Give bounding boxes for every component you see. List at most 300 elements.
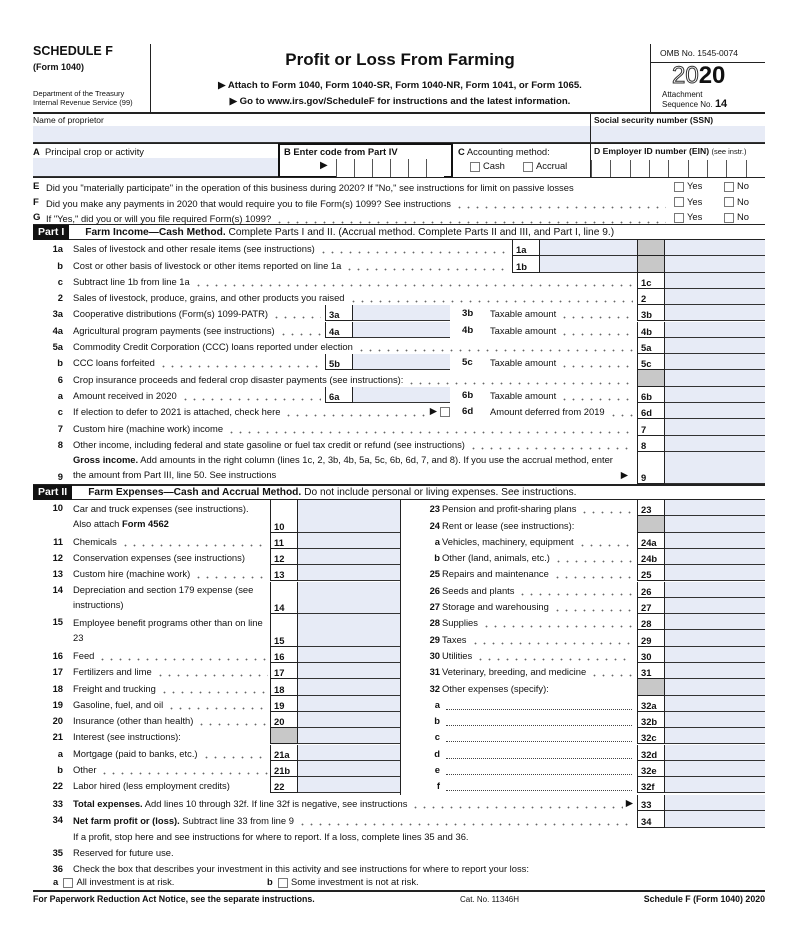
sub-line-label: Taxable amount bbox=[490, 389, 557, 401]
dot-leader bbox=[227, 425, 633, 434]
arrow-icon: ▶ bbox=[620, 469, 628, 481]
dot-leader bbox=[319, 245, 508, 254]
ein-digit-cell[interactable] bbox=[688, 160, 707, 177]
principal-crop-input[interactable] bbox=[33, 158, 278, 177]
amount-input-31[interactable] bbox=[665, 663, 765, 679]
field-d-text: D Employer ID number (EIN) bbox=[594, 146, 710, 156]
line-number: 12 bbox=[52, 552, 63, 564]
part2-line-34 bbox=[33, 811, 765, 827]
amount-input-32f[interactable] bbox=[665, 777, 765, 793]
ein-digit-cell[interactable] bbox=[649, 160, 668, 177]
amount-input-30[interactable] bbox=[665, 647, 765, 663]
code-digit-cell[interactable] bbox=[426, 159, 444, 177]
attachment-label: Attachment bbox=[662, 90, 703, 99]
total-box-label: 34 bbox=[637, 811, 665, 827]
line-text bbox=[442, 614, 632, 628]
amount-input-33[interactable] bbox=[665, 795, 765, 811]
yes-checkbox[interactable] bbox=[674, 197, 684, 207]
line-number: 21 bbox=[52, 731, 63, 743]
right-box-label bbox=[637, 240, 665, 256]
line-description: Storage and warehousing bbox=[442, 601, 549, 613]
dot-leader bbox=[357, 343, 633, 352]
sub-box-label: 5b bbox=[325, 354, 353, 370]
line-text bbox=[73, 828, 763, 842]
right-box-label: 6d bbox=[637, 403, 665, 419]
dot-leader bbox=[560, 327, 633, 336]
right-box-label: 2 bbox=[637, 289, 665, 305]
part2-line-24a bbox=[33, 533, 765, 549]
right-box-label: 4b bbox=[637, 322, 665, 338]
dot-leader bbox=[407, 376, 633, 385]
expense-box-label: 32d bbox=[637, 745, 665, 761]
expense-box-label: 10 bbox=[270, 500, 298, 533]
line-text bbox=[442, 712, 632, 726]
code-digit-cell[interactable] bbox=[354, 159, 372, 177]
dot-leader bbox=[553, 570, 632, 579]
amount-input-8[interactable] bbox=[665, 436, 765, 452]
line-number: 34 bbox=[52, 814, 63, 826]
part1-line-5a bbox=[33, 338, 765, 354]
amount-input-4a[interactable] bbox=[353, 322, 450, 338]
option-a[interactable] bbox=[53, 876, 174, 888]
expense-box-label: 17 bbox=[270, 663, 298, 679]
line-description: If election to defer to 2021 is attached, check here bbox=[73, 406, 281, 418]
expense-box-label: 32b bbox=[637, 712, 665, 728]
line-number: 32 bbox=[429, 682, 440, 694]
line-text bbox=[73, 387, 321, 401]
line-description: Repairs and maintenance bbox=[442, 568, 549, 580]
inner-box-label: 1b bbox=[512, 256, 540, 272]
part2-line-25 bbox=[33, 565, 765, 581]
line-number: 20 bbox=[52, 715, 63, 727]
line-text bbox=[442, 516, 632, 530]
line-label bbox=[442, 650, 472, 661]
field-b-label: B Enter code from Part IV bbox=[284, 146, 398, 157]
catalog-number: Cat. No. 11346H bbox=[460, 895, 519, 904]
line-number: 13 bbox=[52, 568, 63, 580]
line-text bbox=[442, 777, 632, 791]
dept-label: Department of the Treasury bbox=[33, 89, 125, 98]
sub-line-number: 5c bbox=[462, 357, 473, 369]
accrual-option[interactable] bbox=[523, 160, 567, 172]
line-number: 24 bbox=[429, 519, 440, 531]
dot-leader bbox=[284, 408, 426, 417]
ein-digit-cell[interactable] bbox=[668, 160, 687, 177]
right-box-label: 6b bbox=[637, 387, 665, 403]
year-bold: 20 bbox=[698, 62, 726, 89]
amount-input-3a[interactable] bbox=[353, 305, 450, 321]
yes-checkbox[interactable] bbox=[674, 182, 684, 192]
line-label bbox=[442, 503, 576, 514]
line-text bbox=[73, 273, 633, 287]
activity-code-box bbox=[278, 143, 453, 178]
yes-checkbox[interactable] bbox=[674, 213, 684, 223]
no-label: No bbox=[737, 195, 749, 207]
part2-line-32a bbox=[33, 696, 765, 712]
right-box-label bbox=[637, 370, 665, 386]
part1-line-b bbox=[33, 256, 765, 272]
line-number: c bbox=[57, 275, 63, 287]
line-description: Sales of livestock, produce, grains, and other products you raised bbox=[73, 292, 345, 304]
ein-digit-cell[interactable] bbox=[746, 160, 765, 177]
dot-leader bbox=[181, 392, 321, 401]
amount-input[interactable] bbox=[665, 679, 765, 695]
code-digit-cell[interactable] bbox=[390, 159, 408, 177]
expense-box-label bbox=[637, 516, 665, 532]
part2-title: Farm Expenses—Cash and Accrual Method. bbox=[88, 487, 302, 498]
line-description: Veterinary, breeding, and medicine bbox=[442, 666, 587, 678]
defer-election-checkbox[interactable] bbox=[440, 407, 450, 417]
line-text bbox=[73, 811, 633, 825]
dot-leader bbox=[578, 538, 632, 547]
schedule-label: SCHEDULE F bbox=[33, 44, 113, 58]
line-description: Crop insurance proceeds and federal crop disaster payments (see instructions): bbox=[73, 373, 404, 385]
no-option[interactable] bbox=[724, 180, 749, 192]
ein-digit-cell[interactable] bbox=[707, 160, 726, 177]
line-number: 7 bbox=[57, 422, 63, 434]
line-text bbox=[442, 647, 632, 661]
line-description: Commodity Credit Corporation (CCC) loans reported under election bbox=[73, 341, 353, 353]
line-label bbox=[73, 406, 280, 417]
line-number: e bbox=[434, 764, 440, 776]
part2-line-28 bbox=[33, 614, 765, 630]
expense-box-label: 13 bbox=[270, 565, 298, 581]
line-text bbox=[442, 582, 632, 596]
line-label bbox=[73, 308, 268, 319]
no-checkbox[interactable] bbox=[724, 213, 734, 223]
dot-leader bbox=[518, 587, 632, 596]
line-description: Utilities bbox=[442, 649, 473, 661]
line-number: b bbox=[57, 259, 63, 271]
all-at-risk-checkbox[interactable] bbox=[63, 878, 73, 888]
goto-instruction: ▶ Go to www.irs.gov/ScheduleF for instructions and the latest information. bbox=[229, 96, 571, 107]
expense-box-label: 28 bbox=[637, 614, 665, 630]
line-bold-label: Gross income. bbox=[73, 454, 139, 466]
code-digit-cell[interactable] bbox=[336, 159, 354, 177]
amount-input-1b[interactable] bbox=[540, 256, 640, 272]
dot-leader bbox=[469, 441, 633, 450]
some-not-at-risk-checkbox[interactable] bbox=[278, 878, 288, 888]
amount-input-6a[interactable] bbox=[353, 387, 450, 403]
line-number: 8 bbox=[57, 438, 63, 450]
right-box-label: 5a bbox=[637, 338, 665, 354]
amount-input-2[interactable] bbox=[665, 289, 765, 305]
line-label bbox=[73, 798, 407, 809]
part2-line-36 bbox=[33, 860, 765, 876]
ein-digit-cell[interactable] bbox=[610, 160, 629, 177]
amount-input-34[interactable] bbox=[665, 811, 765, 827]
ein-digit-cell[interactable] bbox=[630, 160, 649, 177]
dot-leader bbox=[471, 636, 633, 645]
amount-input-23[interactable] bbox=[665, 500, 765, 516]
expense-box-label: 32f bbox=[637, 777, 665, 793]
line-label bbox=[73, 831, 469, 842]
part1-header bbox=[33, 224, 765, 240]
sub-line-text bbox=[490, 354, 633, 368]
line-description: Seeds and plants bbox=[442, 584, 515, 596]
line-number: 1a bbox=[52, 243, 63, 255]
amount-input-28[interactable] bbox=[665, 614, 765, 630]
amount-input-9[interactable] bbox=[665, 452, 765, 485]
expense-box-label: 21b bbox=[270, 761, 298, 777]
part2-line-27 bbox=[33, 598, 765, 614]
part2-tag: Part II bbox=[33, 485, 72, 500]
amount-input-6d[interactable] bbox=[665, 403, 765, 419]
right-box-label: 7 bbox=[637, 419, 665, 435]
right-box-label: 9 bbox=[637, 452, 665, 485]
right-box-label: 5c bbox=[637, 354, 665, 370]
expense-box-label: 24b bbox=[637, 549, 665, 565]
no-label: No bbox=[737, 180, 749, 191]
right-box-label: 8 bbox=[637, 436, 665, 452]
line-text bbox=[73, 240, 508, 254]
line-description: Amount received in 2020 bbox=[73, 389, 177, 401]
line-number: 26 bbox=[429, 584, 440, 596]
amount-input[interactable] bbox=[665, 516, 765, 532]
expense-box-label: 30 bbox=[637, 647, 665, 663]
line-description: Pension and profit-sharing plans bbox=[442, 503, 577, 515]
code-digit-cell[interactable] bbox=[372, 159, 390, 177]
specify-line bbox=[446, 716, 632, 726]
part2-line-32c bbox=[33, 728, 765, 744]
line-description: Labor hired (less employment credits) bbox=[73, 780, 230, 792]
amount-input-1a[interactable] bbox=[540, 240, 640, 256]
field-d-label bbox=[594, 146, 746, 156]
part1-line-5c bbox=[33, 354, 765, 370]
line-text bbox=[442, 549, 632, 563]
dot-leader bbox=[159, 359, 321, 368]
amount-input-5a[interactable] bbox=[665, 338, 765, 354]
expense-box-label: 22 bbox=[270, 777, 298, 793]
amount-input-1c[interactable] bbox=[665, 273, 765, 289]
expense-box-label: 25 bbox=[637, 565, 665, 581]
field-d-note: (see instr.) bbox=[711, 147, 747, 156]
no-option[interactable] bbox=[724, 211, 749, 223]
line-description: Other (land, animals, etc.) bbox=[442, 552, 550, 564]
dot-leader bbox=[580, 505, 632, 514]
sub-box-label: 4a bbox=[325, 322, 353, 338]
expense-box-label: 14 bbox=[270, 582, 298, 615]
footer-notice: For Paperwork Reduction Act Notice, see the separate instructions. bbox=[33, 894, 315, 904]
line-number: 36 bbox=[52, 863, 63, 875]
amount-input-26[interactable] bbox=[665, 582, 765, 598]
amount-input-24b[interactable] bbox=[665, 549, 765, 565]
footer-form-name: Schedule F (Form 1040) 2020 bbox=[643, 894, 765, 904]
line-description: Other bbox=[73, 764, 97, 776]
line-number: 19 bbox=[52, 698, 63, 710]
line-label bbox=[442, 585, 514, 596]
line-bold-label: Total expenses. bbox=[73, 798, 143, 810]
line-text bbox=[442, 500, 632, 514]
sub-line-number: 3b bbox=[462, 308, 474, 320]
no-option[interactable] bbox=[724, 196, 749, 208]
amount-input-25[interactable] bbox=[665, 565, 765, 581]
line-number: 22 bbox=[52, 780, 63, 792]
ssn-input[interactable] bbox=[591, 126, 765, 143]
part1-line-1c bbox=[33, 273, 765, 289]
amount-input-5c[interactable] bbox=[665, 354, 765, 370]
amount-input-32c[interactable] bbox=[665, 728, 765, 744]
sequence-label bbox=[662, 98, 727, 110]
line-number: 27 bbox=[429, 601, 440, 613]
line-number: 17 bbox=[52, 666, 63, 678]
amount-input[interactable] bbox=[665, 370, 765, 386]
amount-input-7[interactable] bbox=[665, 419, 765, 435]
line-number: 16 bbox=[52, 649, 63, 661]
part1-line-6b bbox=[33, 387, 765, 403]
no-checkbox[interactable] bbox=[724, 197, 734, 207]
part1-line-3b bbox=[33, 305, 765, 321]
yes-option[interactable] bbox=[674, 180, 702, 192]
tax-year bbox=[672, 62, 725, 90]
line-label bbox=[442, 666, 586, 677]
line-number: 14 bbox=[52, 583, 63, 595]
expense-box-label: 12 bbox=[270, 549, 298, 565]
sub-box-label: 6a bbox=[325, 387, 353, 403]
part2-line-note bbox=[33, 828, 765, 844]
amount-input-32e[interactable] bbox=[665, 761, 765, 777]
line-number: 23 bbox=[429, 503, 440, 515]
line-text bbox=[73, 436, 633, 450]
amount-input-3b[interactable] bbox=[665, 305, 765, 321]
year-outline: 20 bbox=[672, 62, 699, 89]
line-bold-suffix: Form 4562 bbox=[122, 517, 169, 529]
line-description: Insurance (other than health) bbox=[73, 715, 194, 727]
question-text bbox=[46, 180, 676, 193]
arrow-icon: ▶ bbox=[429, 405, 437, 417]
amount-input-32a[interactable] bbox=[665, 696, 765, 712]
sub-line-label: Taxable amount bbox=[490, 357, 557, 369]
question-letter: G bbox=[33, 212, 41, 223]
line-number: 10 bbox=[52, 502, 63, 513]
amount-input-6b[interactable] bbox=[665, 387, 765, 403]
line-number: 28 bbox=[429, 617, 440, 629]
line-text bbox=[73, 305, 321, 319]
cash-checkbox[interactable] bbox=[470, 162, 480, 172]
line-label bbox=[73, 439, 465, 450]
form-title: Profit or Loss From Farming bbox=[285, 50, 515, 69]
dot-leader bbox=[553, 603, 632, 612]
ein-input[interactable] bbox=[591, 160, 765, 177]
amount-input-4b[interactable] bbox=[665, 322, 765, 338]
line-description: Cooperative distributions (Form(s) 1099-PATR) bbox=[73, 308, 269, 320]
line-number: b bbox=[434, 552, 440, 564]
sequence-text: Sequence No. bbox=[662, 100, 713, 109]
expense-box-label: 32e bbox=[637, 761, 665, 777]
line-text bbox=[442, 679, 632, 693]
sub-line-label: Taxable amount bbox=[490, 324, 557, 336]
part2-line-32d bbox=[33, 745, 765, 761]
line-text bbox=[442, 565, 632, 579]
amount-input[interactable] bbox=[665, 256, 765, 272]
yes-label: Yes bbox=[687, 180, 703, 191]
accrual-checkbox[interactable] bbox=[523, 162, 533, 172]
line-description: Other income, including federal and state gasoline or fuel tax credit or refund (see instructions) bbox=[73, 438, 465, 450]
option-b[interactable] bbox=[267, 876, 419, 888]
line-description: Depreciation and section 179 expense (see instructions) bbox=[73, 584, 254, 611]
question-label: Did you "materially participate" in the operation of this business during 2020? If "No," see instructions for limit on passive losses bbox=[46, 182, 574, 193]
amount-input-32b[interactable] bbox=[665, 712, 765, 728]
sub-box-label: 3a bbox=[325, 305, 353, 321]
activity-code-input[interactable] bbox=[336, 159, 444, 177]
line-description: Check the box that describes your investment in this activity and see instructions for where to report your loss: bbox=[73, 863, 529, 875]
dot-leader bbox=[609, 408, 633, 417]
amount-input-29[interactable] bbox=[665, 630, 765, 646]
line-text bbox=[442, 630, 632, 644]
field-a-letter: A bbox=[33, 146, 40, 157]
cash-option[interactable] bbox=[470, 160, 505, 172]
yes-option[interactable] bbox=[674, 211, 702, 223]
line-number: b bbox=[57, 357, 63, 369]
code-digit-cell[interactable] bbox=[408, 159, 426, 177]
expense-box-label: 18 bbox=[270, 679, 298, 695]
amount-input-24a[interactable] bbox=[665, 533, 765, 549]
cash-label: Cash bbox=[483, 160, 505, 171]
line-text bbox=[73, 452, 628, 483]
no-checkbox[interactable] bbox=[724, 182, 734, 192]
line-number: 9 bbox=[57, 471, 63, 483]
proprietor-name-input[interactable] bbox=[33, 126, 590, 143]
line-description: Mortgage (paid to banks, etc.) bbox=[73, 747, 198, 759]
part2-line-32 bbox=[33, 679, 765, 695]
line-description: Interest (see instructions): bbox=[73, 731, 181, 743]
ein-digit-cell[interactable] bbox=[591, 160, 610, 177]
expense-box-label: 32c bbox=[637, 728, 665, 744]
yes-option[interactable] bbox=[674, 196, 702, 208]
ein-digit-cell[interactable] bbox=[726, 160, 745, 177]
sequence-number: 14 bbox=[714, 98, 728, 110]
part1-line-7 bbox=[33, 419, 765, 435]
amount-input-32d[interactable] bbox=[665, 745, 765, 761]
right-box-label: 3b bbox=[637, 305, 665, 321]
expense-box-label: 27 bbox=[637, 598, 665, 614]
line-number: c bbox=[434, 731, 440, 743]
line-number: 15 bbox=[52, 616, 63, 628]
line-description: Subtract line 1b from line 1a bbox=[73, 275, 190, 287]
line-label bbox=[73, 325, 275, 336]
dot-leader bbox=[560, 392, 633, 401]
expense-box-label: 19 bbox=[270, 696, 298, 712]
attach-instruction: ▶ Attach to Form 1040, Form 1040-SR, Form 1040-NR, Form 1041, or Form 1065. bbox=[218, 80, 582, 91]
amount-input[interactable] bbox=[665, 240, 765, 256]
amount-input-27[interactable] bbox=[665, 598, 765, 614]
line-number: 6 bbox=[57, 373, 63, 385]
amount-input-5b[interactable] bbox=[353, 354, 450, 370]
line-number: 30 bbox=[429, 649, 440, 661]
line-label bbox=[73, 423, 223, 434]
line-number: 5a bbox=[52, 341, 63, 353]
line-number: 31 bbox=[429, 666, 440, 678]
dot-leader bbox=[560, 310, 633, 319]
line-number: b bbox=[434, 715, 440, 727]
dot-leader bbox=[554, 554, 632, 563]
arrow-icon: ▶ bbox=[320, 160, 328, 171]
line-label bbox=[73, 374, 403, 385]
sub-line-label: Amount deferred from 2019 bbox=[490, 406, 605, 418]
line-label bbox=[442, 552, 550, 563]
line-text bbox=[442, 533, 632, 547]
line-number: f bbox=[436, 780, 440, 792]
line-text bbox=[442, 696, 632, 710]
line-number: 2 bbox=[57, 292, 63, 304]
name-label: Name of proprietor bbox=[33, 115, 104, 125]
line-bold-label: Net farm profit or (loss). bbox=[73, 814, 180, 826]
line-text bbox=[73, 322, 321, 336]
line-text bbox=[73, 289, 633, 303]
specify-line bbox=[446, 781, 632, 791]
line-text bbox=[442, 663, 632, 677]
line-description: Sales of livestock and other resale items (see instructions) bbox=[73, 243, 315, 255]
